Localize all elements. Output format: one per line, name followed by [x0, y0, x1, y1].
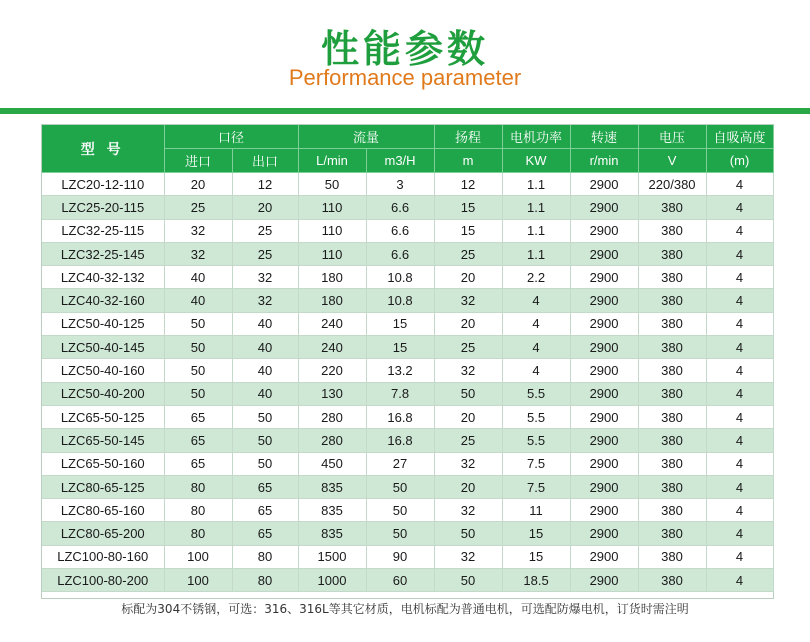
cell-outlet: 40	[232, 336, 298, 359]
cell-voltage: 380	[638, 336, 706, 359]
cell-flow-m3h: 27	[366, 452, 434, 475]
cell-height: 4	[706, 242, 773, 265]
cell-height: 4	[706, 475, 773, 498]
cell-speed: 2900	[570, 522, 638, 545]
cell-inlet: 50	[164, 359, 232, 382]
header-self-priming-height: 自吸高度	[706, 125, 773, 149]
cell-model: LZC100-80-160	[42, 545, 164, 568]
cell-flow-m3h: 6.6	[366, 242, 434, 265]
cell-flow-m3h: 15	[366, 312, 434, 335]
cell-speed: 2900	[570, 429, 638, 452]
cell-model: LZC40-32-160	[42, 289, 164, 312]
header-caliber: 口径	[164, 125, 298, 149]
cell-head: 20	[434, 475, 502, 498]
cell-flow-lmin: 835	[298, 475, 366, 498]
cell-power: 4	[502, 359, 570, 382]
cell-model: LZC40-32-132	[42, 266, 164, 289]
table-row	[42, 545, 773, 568]
cell-model: LZC32-25-115	[42, 219, 164, 242]
cell-outlet: 25	[232, 219, 298, 242]
cell-head: 15	[434, 196, 502, 219]
cell-inlet: 80	[164, 499, 232, 522]
cell-head: 32	[434, 359, 502, 382]
cell-outlet: 50	[232, 429, 298, 452]
cell-inlet: 65	[164, 429, 232, 452]
cell-height: 4	[706, 173, 773, 196]
table-row	[42, 569, 773, 592]
cell-power: 1.1	[502, 196, 570, 219]
header-divider	[0, 108, 810, 114]
cell-voltage: 380	[638, 312, 706, 335]
cell-voltage: 220/380	[638, 173, 706, 196]
table-row	[42, 475, 773, 498]
cell-inlet: 50	[164, 382, 232, 405]
cell-model: LZC50-40-125	[42, 312, 164, 335]
cell-flow-lmin: 50	[298, 173, 366, 196]
cell-speed: 2900	[570, 475, 638, 498]
cell-head: 50	[434, 569, 502, 592]
header-speed: 转速	[570, 125, 638, 149]
cell-flow-m3h: 60	[366, 569, 434, 592]
cell-flow-lmin: 220	[298, 359, 366, 382]
cell-model: LZC25-20-115	[42, 196, 164, 219]
cell-flow-lmin: 110	[298, 242, 366, 265]
cell-outlet: 20	[232, 196, 298, 219]
cell-inlet: 80	[164, 475, 232, 498]
table-row	[42, 336, 773, 359]
cell-flow-lmin: 1000	[298, 569, 366, 592]
cell-outlet: 65	[232, 499, 298, 522]
cell-model: LZC100-80-200	[42, 569, 164, 592]
cell-speed: 2900	[570, 242, 638, 265]
cell-power: 1.1	[502, 173, 570, 196]
table-row	[42, 289, 773, 312]
cell-inlet: 40	[164, 289, 232, 312]
cell-voltage: 380	[638, 522, 706, 545]
cell-speed: 2900	[570, 359, 638, 382]
cell-model: LZC80-65-125	[42, 475, 164, 498]
cell-flow-m3h: 6.6	[366, 196, 434, 219]
cell-head: 15	[434, 219, 502, 242]
cell-height: 4	[706, 382, 773, 405]
cell-power: 4	[502, 336, 570, 359]
header-power-unit: KW	[502, 149, 570, 173]
cell-flow-m3h: 6.6	[366, 219, 434, 242]
cell-outlet: 25	[232, 242, 298, 265]
table-row	[42, 405, 773, 428]
cell-inlet: 50	[164, 312, 232, 335]
header-head: 扬程	[434, 125, 502, 149]
cell-height: 4	[706, 405, 773, 428]
cell-flow-lmin: 110	[298, 196, 366, 219]
cell-flow-m3h: 16.8	[366, 429, 434, 452]
cell-model: LZC32-25-145	[42, 242, 164, 265]
cell-voltage: 380	[638, 545, 706, 568]
header-motor-power: 电机功率	[502, 125, 570, 149]
cell-power: 1.1	[502, 242, 570, 265]
cell-voltage: 380	[638, 405, 706, 428]
cell-height: 4	[706, 312, 773, 335]
table-row	[42, 499, 773, 522]
cell-model: LZC50-40-160	[42, 359, 164, 382]
cell-height: 4	[706, 569, 773, 592]
cell-voltage: 380	[638, 452, 706, 475]
cell-flow-lmin: 1500	[298, 545, 366, 568]
cell-power: 4	[502, 312, 570, 335]
cell-head: 20	[434, 266, 502, 289]
cell-power: 7.5	[502, 475, 570, 498]
cell-flow-lmin: 240	[298, 336, 366, 359]
cell-flow-m3h: 10.8	[366, 289, 434, 312]
cell-flow-m3h: 3	[366, 173, 434, 196]
header-head-unit: m	[434, 149, 502, 173]
cell-voltage: 380	[638, 429, 706, 452]
performance-table-container	[41, 124, 774, 599]
cell-outlet: 50	[232, 452, 298, 475]
cell-head: 25	[434, 242, 502, 265]
cell-inlet: 100	[164, 545, 232, 568]
cell-height: 4	[706, 289, 773, 312]
cell-height: 4	[706, 196, 773, 219]
cell-height: 4	[706, 219, 773, 242]
cell-voltage: 380	[638, 266, 706, 289]
table-row	[42, 452, 773, 475]
cell-flow-lmin: 280	[298, 405, 366, 428]
cell-flow-m3h: 50	[366, 475, 434, 498]
cell-voltage: 380	[638, 196, 706, 219]
cell-outlet: 40	[232, 359, 298, 382]
cell-speed: 2900	[570, 312, 638, 335]
cell-model: LZC50-40-145	[42, 336, 164, 359]
cell-flow-m3h: 90	[366, 545, 434, 568]
cell-flow-lmin: 280	[298, 429, 366, 452]
cell-voltage: 380	[638, 289, 706, 312]
cell-speed: 2900	[570, 452, 638, 475]
cell-speed: 2900	[570, 219, 638, 242]
cell-power: 2.2	[502, 266, 570, 289]
header-voltage-unit: V	[638, 149, 706, 173]
table-row	[42, 173, 773, 196]
header-voltage: 电压	[638, 125, 706, 149]
table-body	[42, 173, 773, 592]
table-row	[42, 429, 773, 452]
cell-power: 1.1	[502, 219, 570, 242]
cell-inlet: 20	[164, 173, 232, 196]
cell-inlet: 80	[164, 522, 232, 545]
header-flow-unit-lmin: L/min	[298, 149, 366, 173]
cell-head: 12	[434, 173, 502, 196]
cell-model: LZC65-50-145	[42, 429, 164, 452]
cell-voltage: 380	[638, 382, 706, 405]
cell-speed: 2900	[570, 382, 638, 405]
cell-outlet: 40	[232, 312, 298, 335]
cell-head: 25	[434, 336, 502, 359]
cell-power: 15	[502, 522, 570, 545]
cell-voltage: 380	[638, 499, 706, 522]
cell-inlet: 50	[164, 336, 232, 359]
cell-power: 7.5	[502, 452, 570, 475]
cell-outlet: 65	[232, 475, 298, 498]
cell-height: 4	[706, 452, 773, 475]
cell-speed: 2900	[570, 173, 638, 196]
cell-speed: 2900	[570, 196, 638, 219]
cell-power: 18.5	[502, 569, 570, 592]
cell-voltage: 380	[638, 219, 706, 242]
cell-height: 4	[706, 499, 773, 522]
cell-flow-lmin: 130	[298, 382, 366, 405]
cell-outlet: 65	[232, 522, 298, 545]
cell-inlet: 32	[164, 242, 232, 265]
cell-speed: 2900	[570, 336, 638, 359]
cell-voltage: 380	[638, 359, 706, 382]
cell-head: 25	[434, 429, 502, 452]
table-row	[42, 359, 773, 382]
cell-power: 5.5	[502, 382, 570, 405]
cell-inlet: 65	[164, 452, 232, 475]
cell-speed: 2900	[570, 266, 638, 289]
cell-outlet: 12	[232, 173, 298, 196]
cell-voltage: 380	[638, 569, 706, 592]
cell-outlet: 80	[232, 569, 298, 592]
cell-flow-lmin: 835	[298, 522, 366, 545]
cell-speed: 2900	[570, 289, 638, 312]
header-flow-unit-m3h: m3/H	[366, 149, 434, 173]
cell-height: 4	[706, 429, 773, 452]
cell-flow-m3h: 10.8	[366, 266, 434, 289]
cell-speed: 2900	[570, 569, 638, 592]
header-speed-unit: r/min	[570, 149, 638, 173]
cell-speed: 2900	[570, 405, 638, 428]
cell-inlet: 32	[164, 219, 232, 242]
cell-head: 20	[434, 405, 502, 428]
table-row	[42, 312, 773, 335]
cell-flow-m3h: 50	[366, 499, 434, 522]
cell-model: LZC50-40-200	[42, 382, 164, 405]
cell-model: LZC80-65-200	[42, 522, 164, 545]
header-row-1	[42, 125, 773, 149]
cell-flow-lmin: 240	[298, 312, 366, 335]
header-inlet: 进口	[164, 149, 232, 173]
cell-model: LZC65-50-160	[42, 452, 164, 475]
cell-head: 20	[434, 312, 502, 335]
footnote: 标配为304不锈钢，可选：316、316L等其它材质，电机标配为普通电机，可选配防爆电机，订货时需注明	[121, 602, 689, 616]
cell-flow-m3h: 15	[366, 336, 434, 359]
cell-power: 15	[502, 545, 570, 568]
cell-flow-lmin: 180	[298, 266, 366, 289]
cell-outlet: 50	[232, 405, 298, 428]
cell-head: 32	[434, 499, 502, 522]
cell-head: 50	[434, 522, 502, 545]
cell-flow-lmin: 450	[298, 452, 366, 475]
cell-flow-m3h: 50	[366, 522, 434, 545]
table-row	[42, 242, 773, 265]
cell-height: 4	[706, 545, 773, 568]
table-row	[42, 266, 773, 289]
cell-flow-lmin: 110	[298, 219, 366, 242]
table-row	[42, 382, 773, 405]
cell-model: LZC20-12-110	[42, 173, 164, 196]
cell-head: 50	[434, 382, 502, 405]
table-row	[42, 196, 773, 219]
cell-height: 4	[706, 266, 773, 289]
page-title: 性能参数	[320, 27, 489, 71]
cell-power: 5.5	[502, 405, 570, 428]
cell-power: 5.5	[502, 429, 570, 452]
header-outlet: 出口	[232, 149, 298, 173]
cell-outlet: 80	[232, 545, 298, 568]
cell-speed: 2900	[570, 499, 638, 522]
cell-inlet: 65	[164, 405, 232, 428]
cell-power: 4	[502, 289, 570, 312]
cell-model: LZC65-50-125	[42, 405, 164, 428]
header-model: 型 号	[42, 125, 164, 173]
page-subtitle: Performance parameter	[288, 65, 522, 90]
cell-speed: 2900	[570, 545, 638, 568]
performance-table	[42, 125, 774, 592]
cell-inlet: 40	[164, 266, 232, 289]
cell-head: 32	[434, 452, 502, 475]
cell-height: 4	[706, 522, 773, 545]
cell-height: 4	[706, 336, 773, 359]
cell-power: 11	[502, 499, 570, 522]
cell-head: 32	[434, 289, 502, 312]
table-row	[42, 219, 773, 242]
header-height-unit: (m)	[706, 149, 773, 173]
cell-flow-lmin: 180	[298, 289, 366, 312]
cell-head: 32	[434, 545, 502, 568]
cell-flow-m3h: 16.8	[366, 405, 434, 428]
cell-flow-lmin: 835	[298, 499, 366, 522]
header-flow: 流量	[298, 125, 434, 149]
cell-flow-m3h: 13.2	[366, 359, 434, 382]
cell-outlet: 32	[232, 266, 298, 289]
cell-inlet: 100	[164, 569, 232, 592]
cell-voltage: 380	[638, 475, 706, 498]
cell-height: 4	[706, 359, 773, 382]
table-row	[42, 522, 773, 545]
cell-flow-m3h: 7.8	[366, 382, 434, 405]
cell-outlet: 32	[232, 289, 298, 312]
cell-voltage: 380	[638, 242, 706, 265]
cell-outlet: 40	[232, 382, 298, 405]
cell-inlet: 25	[164, 196, 232, 219]
cell-model: LZC80-65-160	[42, 499, 164, 522]
